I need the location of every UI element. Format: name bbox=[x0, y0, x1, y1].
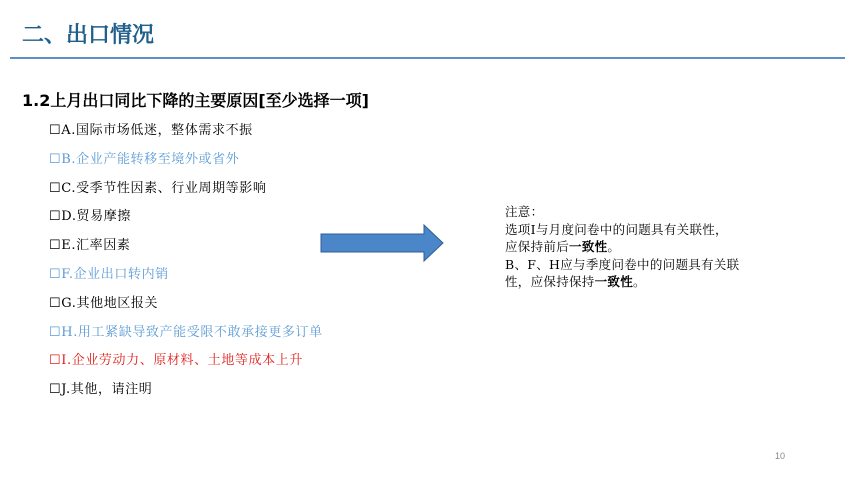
option-i[interactable]: ☐I.企业劳动力、原材料、土地等成本上升 bbox=[49, 353, 303, 369]
option-d[interactable]: ☐D.贸易摩擦 bbox=[49, 209, 131, 225]
note-line-4 bbox=[505, 273, 739, 291]
right-arrow-icon bbox=[320, 224, 444, 262]
option-j[interactable]: ☐J.其他，请注明 bbox=[49, 382, 153, 398]
page-number: 10 bbox=[775, 451, 786, 461]
note-line-2-text: 应保持前后 bbox=[505, 239, 570, 254]
note-line-4-emphasis: 一致性 bbox=[594, 274, 634, 289]
option-b[interactable]: ☐B.企业产能转移至境外或省外 bbox=[49, 151, 240, 167]
note-box bbox=[505, 203, 739, 291]
note-heading: 注意： bbox=[505, 204, 544, 219]
note-line-1: 选项I与月度问卷中的问题具有关联性， bbox=[505, 221, 728, 237]
note-line-2-end: 。 bbox=[607, 239, 621, 254]
option-a[interactable]: ☐A.国际市场低迷，整体需求不振 bbox=[49, 123, 253, 138]
note-line-4-text: 性，应保持保持 bbox=[505, 274, 595, 289]
note-line-3: B、F、H应与季度问卷中的问题具有关联 bbox=[505, 256, 740, 272]
question-heading: 1.2上月出口同比下降的主要原因[至少选择一项] bbox=[22, 91, 369, 110]
note-line-4-end: 。 bbox=[633, 274, 646, 289]
option-f[interactable]: ☐F.企业出口转内销 bbox=[49, 266, 169, 282]
note-line-2 bbox=[505, 238, 739, 256]
option-c[interactable]: ☐C.受季节性因素、行业周期等影响 bbox=[49, 180, 267, 196]
option-e[interactable]: ☐E.汇率因素 bbox=[49, 238, 131, 254]
option-h[interactable]: ☐H.用工紧缺导致产能受限不敢承接更多订单 bbox=[49, 324, 323, 340]
note-line-2-emphasis: 一致性 bbox=[569, 239, 608, 254]
option-g[interactable]: ☐G.其他地区报关 bbox=[49, 295, 159, 311]
slide-title: 二、出口情况 bbox=[22, 23, 155, 48]
option-list bbox=[49, 121, 323, 409]
title-divider bbox=[10, 57, 845, 59]
